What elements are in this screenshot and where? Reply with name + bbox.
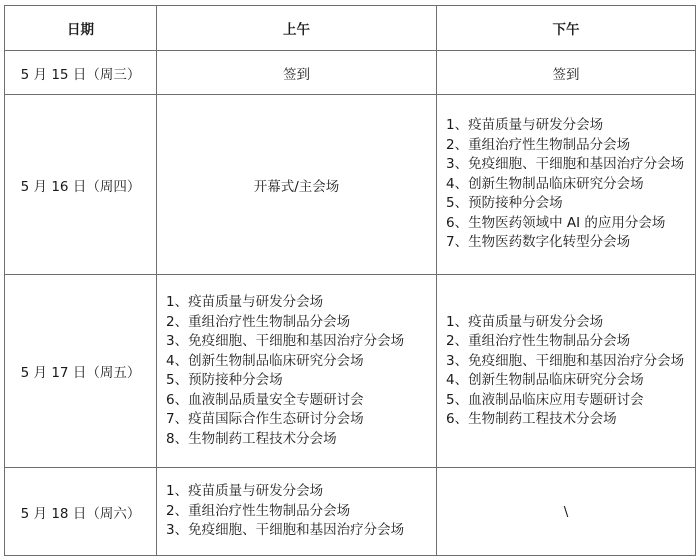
afternoon-cell: 签到 — [437, 51, 696, 95]
list-item: 4、创新生物制品临床研究分会场 — [446, 372, 644, 388]
list-item: 3、免疫细胞、干细胞和基因治疗分会场 — [446, 352, 685, 369]
afternoon-cell — [437, 95, 696, 275]
list-item: 1、疫苗质量与研发分会场 — [446, 117, 604, 134]
list-item: 1、疫苗质量与研发分会场 — [166, 294, 324, 310]
list-item: 5、预防接种分会场 — [166, 372, 283, 388]
list-item: 6、生物医药领域中 AI 的应用分会场 — [446, 214, 666, 231]
list-item: 5、预防接种分会场 — [446, 195, 563, 212]
header-morning: 上午 — [157, 6, 437, 51]
list-item: 4、创新生物制品临床研究分会场 — [446, 175, 644, 192]
date-cell: 5 月 15 日（周三） — [5, 51, 157, 95]
morning-cell: 开幕式/主会场 — [157, 95, 437, 275]
date-cell: 5 月 18 日（周六） — [5, 468, 157, 556]
table-row-may15 — [5, 51, 696, 95]
list-item: 6、生物制药工程技术分会场 — [446, 411, 617, 427]
list-item: 3、免疫细胞、干细胞和基因治疗分会场 — [446, 156, 685, 173]
afternoon-cell — [437, 275, 696, 468]
list-item: 4、创新生物制品临床研究分会场 — [166, 352, 364, 369]
morning-cell — [157, 468, 437, 556]
list-item: 7、生物医药数字化转型分会场 — [446, 234, 631, 251]
list-item: 8、生物制药工程技术分会场 — [166, 430, 337, 447]
session-list — [166, 482, 432, 541]
list-item: 2、重组治疗性生物制品分会场 — [166, 502, 351, 519]
table-row-may17 — [5, 275, 696, 468]
list-item: 6、血液制品质量安全专题研讨会 — [166, 391, 364, 408]
header-date: 日期 — [5, 6, 157, 51]
list-item: 5、血液制品临床应用专题研讨会 — [446, 391, 644, 408]
date-cell: 5 月 17 日（周五） — [5, 275, 157, 468]
list-item: 7、疫苗国际合作生态研讨分会场 — [166, 411, 364, 427]
session-list — [166, 293, 432, 449]
morning-cell — [157, 275, 437, 468]
session-list — [446, 116, 691, 253]
header-row — [5, 6, 696, 51]
list-item: 2、重组治疗性生物制品分会场 — [166, 313, 351, 330]
list-item: 2、重组治疗性生物制品分会场 — [446, 136, 631, 153]
morning-cell: 签到 — [157, 51, 437, 95]
session-list — [446, 313, 691, 430]
list-item: 1、疫苗质量与研发分会场 — [166, 483, 324, 500]
schedule-table — [4, 5, 696, 556]
date-cell: 5 月 16 日（周四） — [5, 95, 157, 275]
table-row-may16 — [5, 95, 696, 275]
list-item: 3、免疫细胞、干细胞和基因治疗分会场 — [166, 333, 405, 349]
list-item: 3、免疫细胞、干细胞和基因治疗分会场 — [166, 522, 405, 539]
list-item: 2、重组治疗性生物制品分会场 — [446, 333, 631, 349]
list-item: 1、疫苗质量与研发分会场 — [446, 313, 604, 330]
table-row-may18 — [5, 468, 696, 556]
afternoon-cell: \ — [437, 468, 696, 556]
header-afternoon: 下午 — [437, 6, 696, 51]
